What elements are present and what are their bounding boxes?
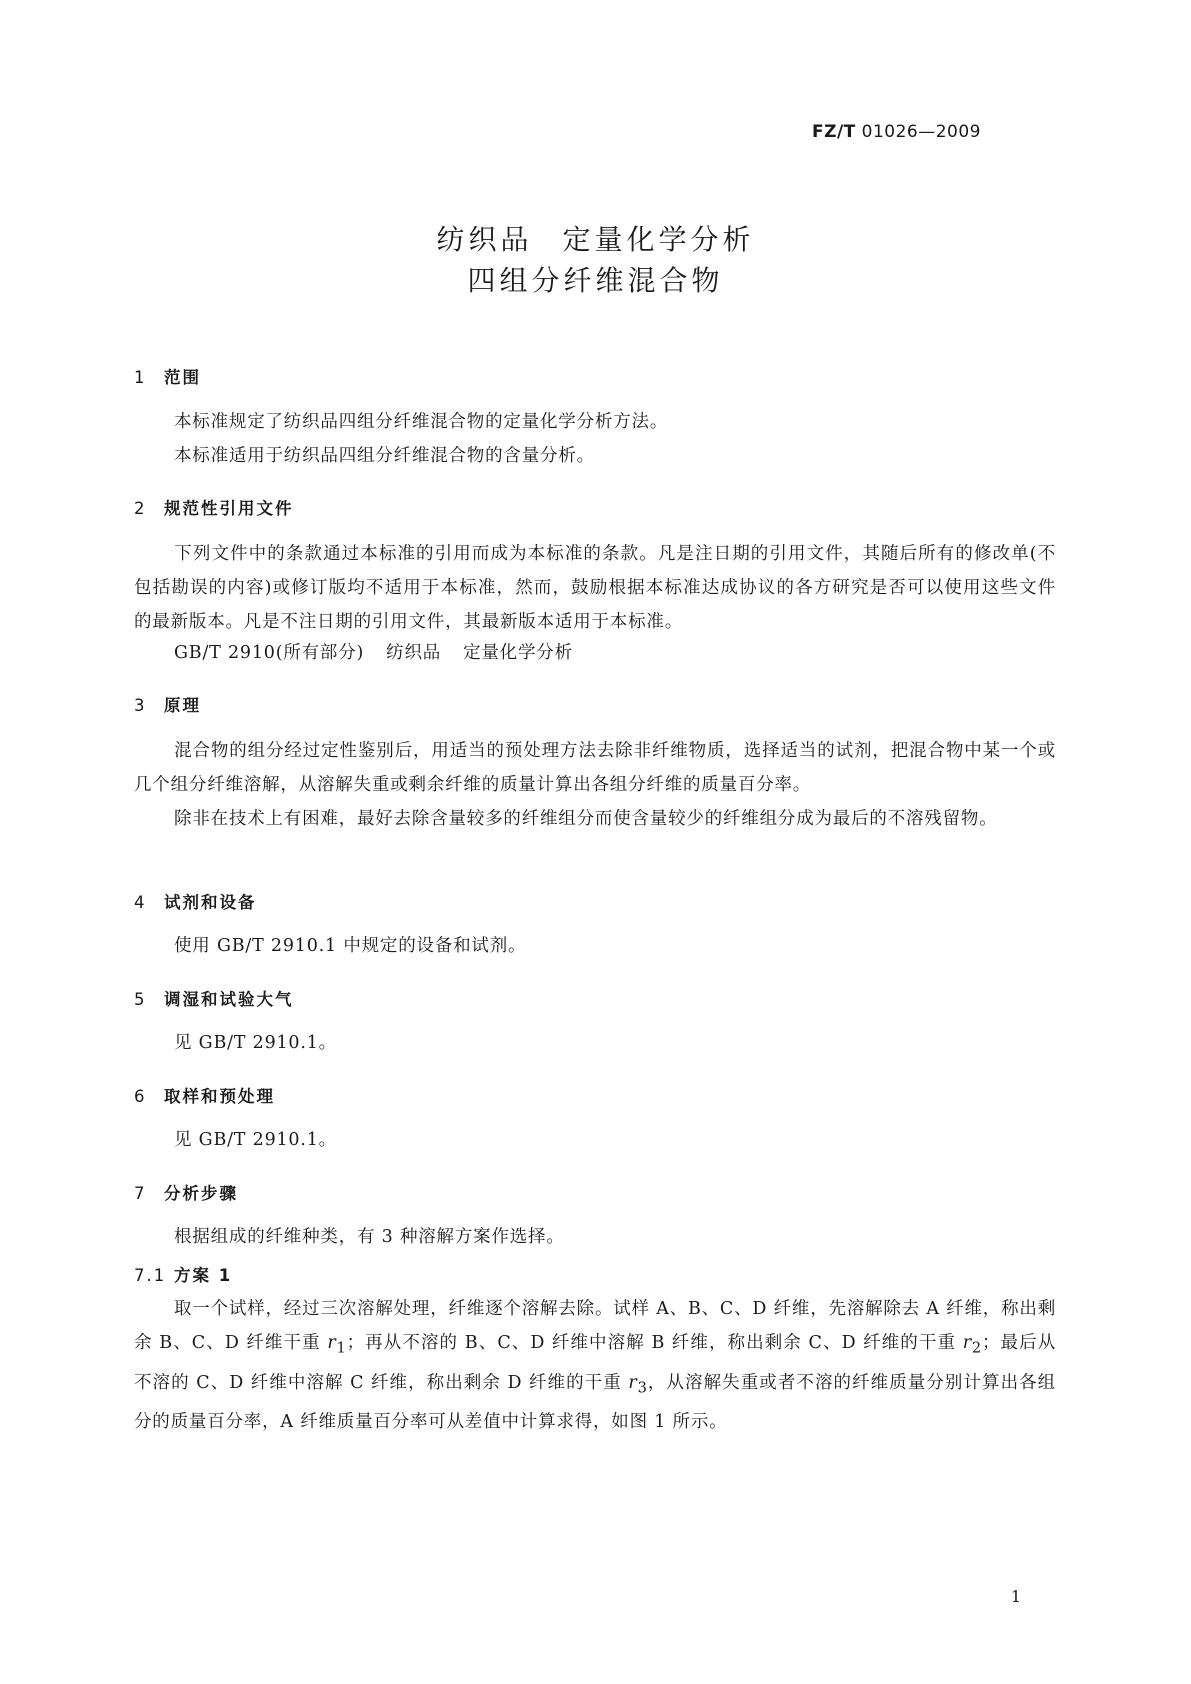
paragraph-text: 除非在技术上有困难，最好去除含量较多的纤维组分而使含量较少的纤维组分成为最后的不溶残留物。	[174, 809, 998, 829]
section-1-para-1: 本标准规定了纺织品四组分纤维混合物的定量化学分析方法。	[174, 412, 669, 432]
section-7-1-para-1	[134, 1292, 1056, 1439]
section-number: 4	[134, 893, 147, 912]
paragraph-text: ，从溶解失重或者不溶的纤维质量分别计算出各组分的质量百分率，A 纤维质量百分率可从差值中计算求得，如图 1 所示。	[134, 1372, 1056, 1432]
section-5-para-1: 见 GB/T 2910.1。	[174, 1033, 337, 1053]
section-number: 1	[134, 368, 147, 387]
section-title: 分析步骤	[164, 1184, 238, 1203]
section-title: 调湿和试验大气	[164, 990, 294, 1009]
section-1-heading	[134, 364, 201, 388]
section-2-heading	[134, 495, 294, 519]
section-6-heading	[134, 1083, 275, 1107]
section-number: 2	[134, 499, 147, 518]
section-title: 范围	[164, 368, 201, 387]
variable-subscript: 3	[637, 1379, 648, 1396]
variable-subscript: 1	[336, 1339, 347, 1357]
variable-r: r	[962, 1333, 972, 1353]
section-7-para-1: 根据组成的纤维种类，有 3 种溶解方案作选择。	[174, 1227, 565, 1247]
paragraph-text: 下列文件中的条款通过本标准的引用而成为本标准的条款。凡是注日期的引用文件，其随后所有的修改单(不包括勘误的内容)或修订版均不适用于本标准，然而，鼓励根据本标准达成协议的各方研究是否可以使用这些文件的最新版本。凡是不注日期的引用文件，其最新版本适用于本标准。	[134, 544, 1056, 632]
section-title: 试剂和设备	[164, 893, 257, 912]
standard-number	[812, 122, 981, 142]
section-number: 6	[134, 1087, 147, 1106]
section-6-para-1: 见 GB/T 2910.1。	[174, 1130, 337, 1150]
section-3-heading	[134, 692, 201, 716]
paragraph-text: 取一个试样，经过三次溶解处理，纤维逐个溶解去除。试样 A、B、C、D 纤维，先溶解除去 A 纤维，称出剩余 B、C、D 纤维干重	[134, 1299, 1056, 1353]
reference-code: GB/T 2910(所有部分)	[174, 643, 365, 663]
section-title: 方案 1	[174, 1266, 233, 1285]
paragraph-text: ；最后从不溶的 C、D 纤维中溶解 C 纤维，称出剩余 D 纤维的干重	[134, 1333, 1057, 1393]
section-4-para-1: 使用 GB/T 2910.1 中规定的设备和试剂。	[174, 936, 527, 956]
section-2-para-1	[134, 537, 1056, 639]
standard-prefix: FZ/T	[812, 122, 856, 142]
section-3-para-2	[134, 802, 1056, 836]
section-5-heading	[134, 986, 294, 1010]
section-number: 7	[134, 1184, 147, 1203]
section-1-para-2: 本标准适用于纺织品四组分纤维混合物的含量分析。	[174, 446, 595, 466]
normative-reference	[174, 639, 573, 664]
section-7-heading	[134, 1180, 238, 1204]
variable-r: r	[628, 1372, 638, 1393]
section-number: 5	[134, 990, 147, 1009]
reference-title-b: 定量化学分析	[463, 643, 573, 663]
section-title: 原理	[164, 696, 201, 715]
paragraph-text: ；再从不溶的 B、C、D 纤维中溶解 B 纤维，称出剩余 C、D 纤维的干重	[346, 1333, 963, 1353]
document-title-line1	[0, 218, 1191, 258]
variable-r: r	[327, 1333, 337, 1353]
title-part-a: 纺织品	[436, 223, 533, 256]
section-title: 规范性引用文件	[164, 499, 294, 518]
section-number: 7.1	[134, 1266, 167, 1285]
reference-title-a: 纺织品	[386, 643, 442, 663]
section-number: 3	[134, 696, 147, 715]
variable-subscript: 2	[971, 1339, 982, 1357]
section-title: 取样和预处理	[164, 1087, 275, 1106]
section-4-heading	[134, 889, 257, 913]
standard-code: 01026—2009	[861, 122, 981, 142]
page-number: 1	[1010, 1587, 1021, 1606]
paragraph-text: 混合物的组分经过定性鉴别后，用适当的预处理方法去除非纤维物质，选择适当的试剂，把混合物中某一个或几个组分纤维溶解，从溶解失重或剩余纤维的质量计算出各组分纤维的质量百分率。	[134, 741, 1056, 795]
section-3-para-1	[134, 734, 1056, 802]
document-title-line2: 四组分纤维混合物	[467, 264, 724, 297]
title-part-b: 定量化学分析	[562, 223, 755, 256]
section-7-1-heading	[134, 1262, 232, 1286]
